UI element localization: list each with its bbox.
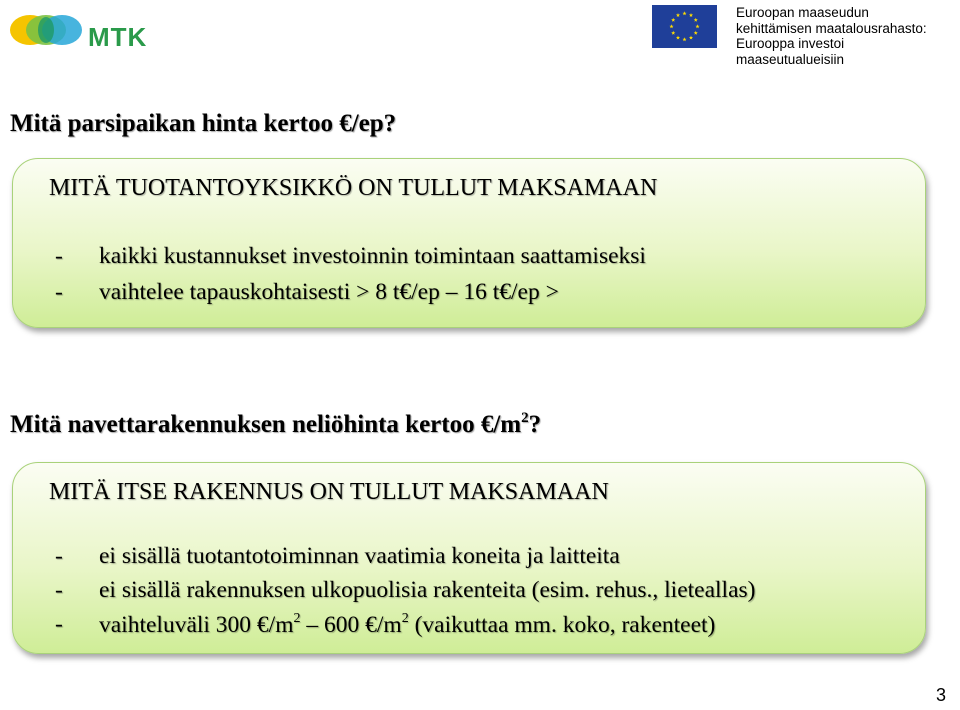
box-title-1: MITÄ TUOTANTOYKSIKKÖ ON TULLUT MAKSAMAAN — [49, 175, 658, 201]
question-2-end: ? — [528, 411, 542, 438]
bullet-dash: - — [55, 611, 63, 637]
eu-emblem — [652, 5, 952, 67]
superscript: 2 — [293, 611, 301, 626]
list-item-text: kaikki kustannukset investoinnin toimintaan saattamiseksi — [99, 243, 646, 269]
page-number: 3 — [935, 685, 946, 705]
mtk-logo — [8, 8, 158, 52]
list-item-text — [99, 611, 715, 639]
list-item-text: ei sisällä tuotantotoiminnan vaatimia koneita ja laitteita — [99, 543, 620, 569]
info-box-2 — [12, 462, 926, 654]
list-item-text: vaihtelee tapauskohtaisesti > 8 t€/ep – 16 t€/ep > — [99, 279, 559, 305]
bullet-dash: - — [55, 543, 63, 569]
bullet-dash: - — [55, 243, 63, 269]
info-box-1 — [12, 158, 926, 328]
question-2 — [10, 410, 541, 439]
range-text-3: (vaikuttaa mm. koko, rakenteet) — [408, 612, 716, 638]
question-2-text: Mitä navettarakennuksen neliöhinta kertoo €/m — [10, 411, 522, 438]
range-text-1: vaihteluväli 300 €/m — [99, 612, 294, 638]
superscript: 2 — [401, 611, 409, 626]
eu-text-line: Euroopan maaseudun — [736, 5, 869, 20]
eu-text — [736, 5, 952, 67]
logo-text: MTK — [88, 22, 148, 52]
list-item-text: ei sisällä rakennuksen ulkopuolisia rakenteita (esim. rehus., lieteallas) — [99, 577, 756, 603]
eu-text-line: Eurooppa investoi maaseutualueisiin — [736, 36, 845, 67]
range-text-2: – 600 €/m — [300, 612, 402, 638]
bullet-dash: - — [55, 577, 63, 603]
bullet-dash: - — [55, 279, 63, 305]
superscript: 2 — [521, 410, 529, 426]
eu-flag-icon — [652, 5, 717, 48]
box-title-2: MITÄ ITSE RAKENNUS ON TULLUT MAKSAMAAN — [49, 479, 609, 505]
eu-text-line: kehittämisen maatalousrahasto: — [736, 20, 927, 36]
mtk-logo-icon — [8, 8, 86, 52]
question-1: Mitä parsipaikan hinta kertoo €/ep? — [10, 110, 397, 137]
